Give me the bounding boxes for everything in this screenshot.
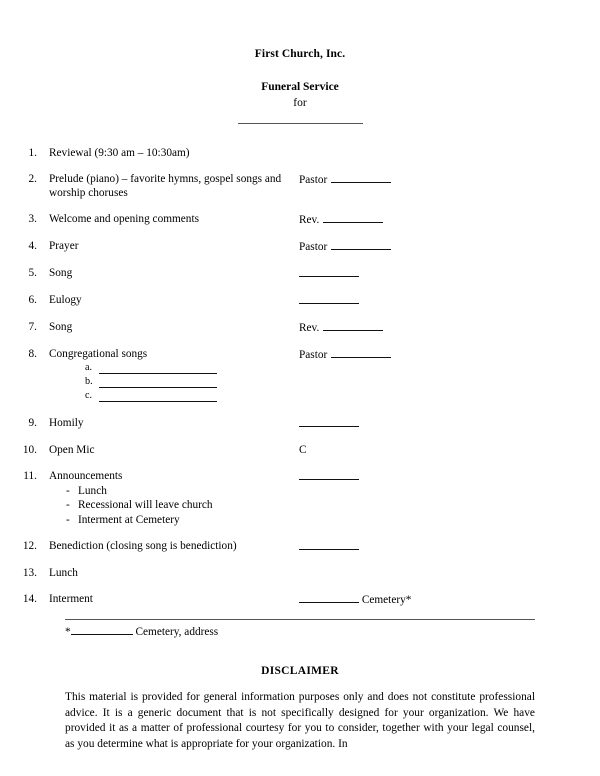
officiant-label: Pastor: [299, 173, 328, 186]
program-item-text: Reviewal (9:30 am – 10:30am): [49, 146, 190, 159]
footnote-text: Cemetery, address: [135, 626, 219, 639]
disclaimer-title: DISCLAIMER: [261, 665, 339, 678]
officiant-label: Pastor: [299, 348, 328, 361]
program-item-text: Interment: [49, 593, 93, 606]
program-item-number: 10.: [22, 443, 37, 456]
program-list: [0, 146, 600, 608]
program-item: [0, 347, 600, 404]
footnote-divider: [65, 619, 535, 620]
program-item-officiant: [299, 212, 600, 227]
program-item-number: 9.: [28, 416, 37, 429]
program-dash-item: [66, 484, 299, 499]
program-item-text: Song: [49, 320, 73, 333]
officiant-blank[interactable]: [299, 592, 359, 603]
disclaimer-section: [65, 639, 535, 752]
footnote-blank[interactable]: [71, 624, 133, 635]
officiant-label: Rev.: [299, 213, 320, 226]
program-item-text: Congregational songs: [49, 347, 148, 360]
program-item-main: [37, 592, 299, 606]
program-item-officiant: [299, 469, 600, 484]
footnote: [65, 624, 535, 639]
program-item-officiant: [299, 592, 600, 607]
program-sub-item: [85, 362, 299, 375]
program-item: [0, 566, 600, 580]
program-item-text: Welcome and opening comments: [49, 212, 199, 225]
program-item: [0, 320, 600, 335]
program-item-text: Lunch: [49, 567, 78, 580]
program-item: [0, 469, 600, 528]
program-item-number: 13.: [22, 567, 37, 580]
service-title: Funeral Service: [261, 80, 339, 93]
program-item-main: [37, 416, 299, 430]
program-item-number: 6.: [28, 293, 37, 306]
program-sub-item-label: a.: [85, 361, 93, 373]
program-dash-item-text: Lunch: [78, 484, 107, 497]
program-sub-item-label: b.: [85, 375, 93, 387]
program-sub-item-blank[interactable]: [99, 391, 217, 402]
program-item: [0, 146, 600, 160]
program-item-number: 7.: [28, 320, 37, 333]
program-item-text: Song: [49, 266, 73, 279]
program-item-text: Announcements: [49, 469, 123, 482]
program-sub-item-blank[interactable]: [99, 363, 217, 374]
program-item: [0, 172, 600, 200]
program-sub-item: [85, 376, 299, 389]
program-item-main: [37, 469, 299, 528]
program-item-text: Prayer: [49, 239, 79, 252]
officiant-blank[interactable]: [331, 239, 391, 250]
dash-bullet-icon: -: [66, 484, 70, 497]
program-item: [0, 266, 600, 281]
disclaimer-body: This material is provided for general information purposes only and does not constitute professional advice. It is a generic document that is not specifically designed for your organization. We have provided it as a matter of professional courtesy for you to consider, together with your legal counsel, as you determine what is appropriate for your organization. In: [65, 691, 535, 750]
program-item-text: Open Mic: [49, 443, 95, 456]
program-item-text: Prelude (piano) – favorite hymns, gospel songs and worship choruses: [49, 172, 282, 199]
program-item-main: [37, 443, 299, 457]
officiant-blank[interactable]: [331, 347, 391, 358]
program-item-officiant: [299, 416, 600, 431]
program-item-main: [37, 566, 299, 580]
program-item-officiant: [299, 239, 600, 254]
program-item-number: 3.: [28, 212, 37, 225]
program-item: [0, 443, 600, 457]
program-item-main: [37, 539, 299, 553]
organization-title: First Church, Inc.: [254, 48, 346, 60]
officiant-blank[interactable]: [323, 320, 383, 331]
dash-bullet-icon: -: [66, 499, 70, 512]
officiant-label: C: [299, 443, 307, 456]
program-dash-item-text: Interment at Cemetery: [78, 513, 180, 526]
program-item-main: [37, 347, 299, 404]
program-item-main: [37, 146, 299, 160]
officiant-blank[interactable]: [299, 539, 359, 550]
program-dash-item: [66, 513, 299, 528]
program-item-officiant: [299, 539, 600, 554]
officiant-blank[interactable]: [299, 293, 359, 304]
program-dash-item-text: Recessional will leave church: [78, 499, 213, 512]
document-header: [0, 0, 600, 124]
program-item-main: [37, 239, 299, 253]
program-item-number: 1.: [28, 146, 37, 159]
officiant-label: Pastor: [299, 240, 328, 253]
program-dash-item: [66, 498, 299, 513]
officiant-blank[interactable]: [331, 172, 391, 183]
for-label: for: [293, 96, 307, 109]
program-item-main: [37, 320, 299, 334]
program-item-number: 4.: [28, 239, 37, 252]
officiant-blank[interactable]: [299, 469, 359, 480]
program-item: [0, 539, 600, 554]
program-item-main: [37, 172, 299, 200]
program-item-officiant: [299, 320, 600, 335]
program-item-officiant: [299, 443, 600, 457]
program-item: [0, 416, 600, 431]
officiant-label: Rev.: [299, 321, 320, 334]
officiant-blank[interactable]: [323, 212, 383, 223]
program-item-main: [37, 212, 299, 226]
program-item-officiant: [299, 172, 600, 187]
program-item-main: [37, 266, 299, 280]
program-item: [0, 293, 600, 308]
dash-bullet-icon: -: [66, 513, 70, 526]
program-item: [0, 239, 600, 254]
program-item-number: 12.: [22, 540, 37, 553]
program-item-main: [37, 293, 299, 307]
program-item-number: 14.: [22, 593, 37, 606]
program-sub-list: [85, 362, 299, 403]
program-item-text: Homily: [49, 416, 84, 429]
program-item-number: 2.: [28, 172, 37, 185]
program-sub-item: [85, 390, 299, 403]
program-item: [0, 592, 600, 607]
program-item-number: 5.: [28, 266, 37, 279]
program-item-number: 11.: [23, 469, 37, 482]
program-item-officiant: [299, 293, 600, 308]
program-dash-list: [66, 484, 299, 528]
program-item-officiant: [299, 266, 600, 281]
deceased-name-blank[interactable]: [238, 123, 363, 124]
officiant-suffix: Cemetery*: [361, 594, 412, 607]
program-item-officiant: [299, 347, 600, 362]
program-item: [0, 212, 600, 227]
footnote-marker: *: [65, 626, 71, 639]
program-sub-item-blank[interactable]: [99, 377, 217, 388]
officiant-blank[interactable]: [299, 416, 359, 427]
program-item-number: 8.: [28, 347, 37, 360]
program-item-text: Benediction (closing song is benediction): [49, 540, 237, 553]
officiant-blank[interactable]: [299, 266, 359, 277]
program-sub-item-label: c.: [85, 389, 93, 401]
program-item-text: Eulogy: [49, 293, 82, 306]
